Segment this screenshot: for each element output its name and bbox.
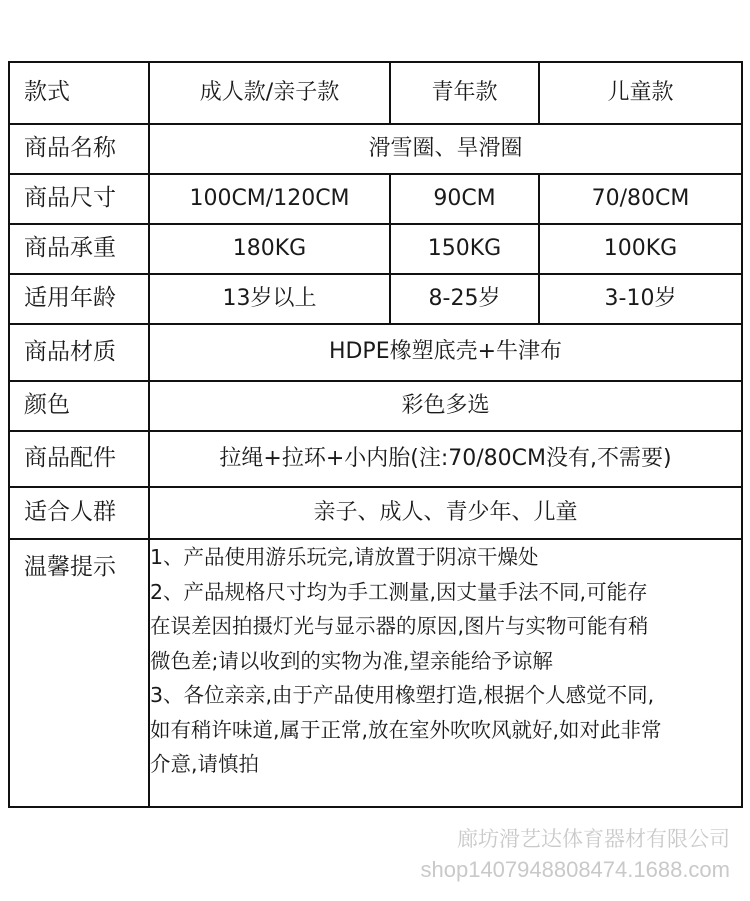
- age-child: 3-10岁: [539, 274, 742, 324]
- load-child: 100KG: [539, 224, 742, 274]
- label-accessories: 商品配件: [9, 431, 149, 487]
- label-size: 商品尺寸: [9, 174, 149, 224]
- row-accessories: [9, 431, 742, 487]
- tip-line: 微色差;请以收到的实物为准,望亲能给予谅解: [150, 648, 553, 673]
- label-style: 款式: [9, 62, 149, 124]
- size-youth: 90CM: [390, 174, 539, 224]
- label-color: 颜色: [9, 381, 149, 431]
- label-load: 商品承重: [9, 224, 149, 274]
- tip-line: 介意,请慎拍: [150, 752, 260, 776]
- row-audience: [9, 487, 742, 539]
- size-adult: 100CM/120CM: [149, 174, 390, 224]
- value-color: 彩色多选: [149, 381, 742, 431]
- row-material: [9, 324, 742, 381]
- watermark-company: 廊坊滑艺达体育器材有限公司: [457, 828, 730, 851]
- value-name: 滑雪圈、旱滑圈: [149, 124, 742, 174]
- value-audience: 亲子、成人、青少年、儿童: [149, 487, 742, 539]
- load-youth: 150KG: [390, 224, 539, 274]
- row-name: [9, 124, 742, 174]
- size-child: 70/80CM: [539, 174, 742, 224]
- watermark-shop-url: shop1407948808474.1688.com: [420, 857, 730, 882]
- load-adult: 180KG: [149, 224, 390, 274]
- tip-line: 在误差因拍摄灯光与显示器的原因,图片与实物可能有稍: [150, 614, 649, 638]
- row-load: [9, 224, 742, 274]
- row-tips: [9, 539, 742, 807]
- label-tips: 温馨提示: [9, 539, 149, 807]
- tip-line: 1、产品使用游乐玩完,请放置于阴凉干燥处: [150, 545, 539, 569]
- row-color: [9, 381, 742, 431]
- col-adult: 成人款/亲子款: [149, 62, 390, 124]
- tip-line: 如有稍许味道,属于正常,放在室外吹吹风就好,如对此非常: [150, 717, 662, 742]
- label-audience: 适合人群: [9, 487, 149, 539]
- row-size: [9, 174, 742, 224]
- value-accessories: 拉绳+拉环+小内胎(注:70/80CM没有,不需要): [149, 431, 742, 487]
- col-child: 儿童款: [539, 62, 742, 124]
- tips-content: [149, 539, 742, 807]
- label-material: 商品材质: [9, 324, 149, 381]
- label-name: 商品名称: [9, 124, 149, 174]
- col-youth: 青年款: [390, 62, 539, 124]
- tip-line: 2、产品规格尺寸均为手工测量,因丈量手法不同,可能存: [150, 579, 648, 604]
- tip-line: 3、各位亲亲,由于产品使用橡塑打造,根据个人感觉不同,: [150, 683, 655, 707]
- label-age: 适用年龄: [9, 274, 149, 324]
- age-adult: 13岁以上: [149, 274, 390, 324]
- product-spec-table: [8, 61, 743, 808]
- row-style: [9, 62, 742, 124]
- age-youth: 8-25岁: [390, 274, 539, 324]
- value-material: HDPE橡塑底壳+牛津布: [149, 324, 742, 381]
- row-age: [9, 274, 742, 324]
